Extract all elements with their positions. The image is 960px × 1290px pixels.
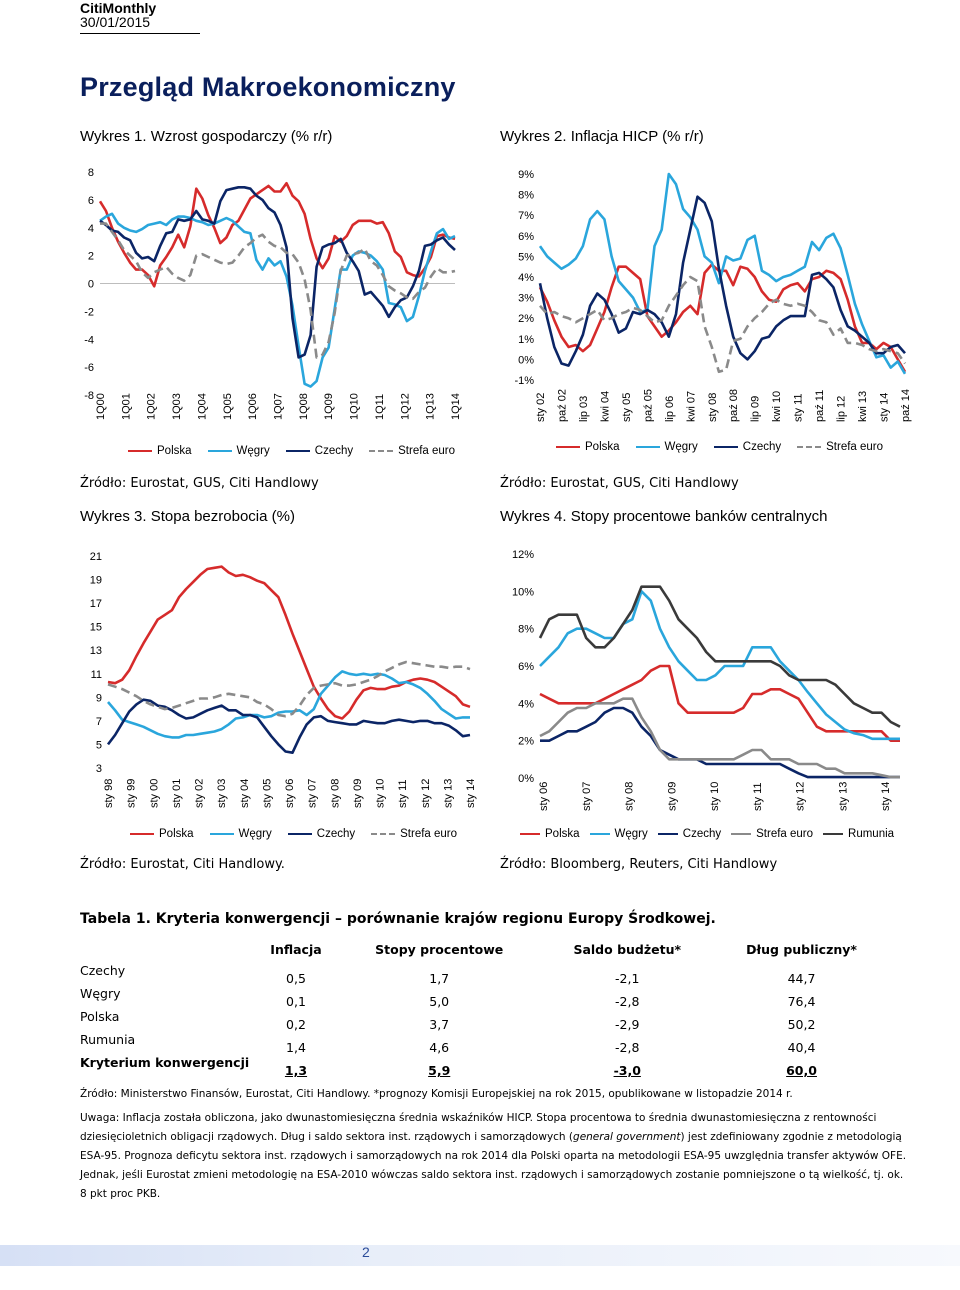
y-tick-label: 9 — [95, 692, 102, 705]
x-tick-label: sty 02 — [535, 392, 547, 422]
table-header: Saldo budżetu* — [573, 942, 682, 957]
x-tick-label: 1Q10 — [348, 393, 361, 420]
table-cell: Węgry — [80, 986, 121, 1001]
x-tick-label: lip 06 — [663, 395, 676, 422]
y-tick-label: 2% — [518, 735, 534, 748]
x-tick-label: 1Q12 — [399, 393, 412, 420]
x-tick-label: 1Q13 — [424, 393, 437, 420]
y-tick-label: -1% — [514, 375, 534, 387]
legend-item-rumunia: Rumunia — [823, 828, 894, 840]
legend-item-wegry: Węgry — [636, 441, 698, 453]
y-tick-label: 19 — [89, 574, 102, 587]
central-bank-rates-chart — [500, 546, 910, 816]
y-tick-label: 4% — [518, 272, 534, 284]
table-cell: 1,7 — [429, 971, 450, 986]
x-tick-label: 1Q04 — [196, 393, 209, 420]
y-tick-label: 21 — [89, 551, 102, 563]
legend-item-czechy: Czechy — [286, 445, 353, 457]
x-tick-label: sty 09 — [351, 778, 364, 808]
x-tick-label: sty 03 — [216, 778, 229, 808]
legend-item-wegry: Węgry — [590, 828, 648, 840]
x-tick-label: sty 09 — [666, 781, 679, 811]
table-cell: Rumunia — [80, 1032, 136, 1047]
table-header: Dług publiczny* — [746, 942, 857, 957]
table-cell: 4,6 — [429, 1040, 450, 1055]
x-tick-label: kwi 04 — [599, 390, 612, 422]
gdp-growth-chart — [80, 160, 460, 430]
series-line-polska — [100, 183, 455, 286]
x-tick-label: sty 07 — [580, 781, 593, 811]
x-tick-label: 1Q07 — [272, 393, 285, 420]
table-row — [80, 1009, 890, 1032]
x-tick-label: 1Q06 — [247, 393, 260, 420]
table-cell: Polska — [80, 1009, 120, 1024]
chart3-source: Źródło: Eurostat, Citi Handlowy. — [80, 857, 285, 872]
y-tick-label: 0 — [87, 278, 94, 291]
table-cell: 76,4 — [787, 994, 816, 1009]
y-tick-label: 6% — [518, 230, 534, 243]
x-tick-label: sty 05 — [261, 778, 274, 808]
table-row — [80, 1032, 890, 1055]
table-header-row — [80, 940, 890, 963]
x-tick-label: sty 00 — [148, 778, 161, 808]
y-tick-label: 1% — [518, 333, 534, 346]
chart2-title: Wykres 2. Inflacja HICP (% r/r) — [500, 128, 704, 145]
y-tick-label: 6 — [87, 194, 94, 207]
series-line-strefa — [100, 224, 455, 358]
series-line-rumunia — [540, 587, 900, 727]
table-cell: 50,2 — [787, 1017, 816, 1032]
x-tick-label: kwi 07 — [685, 390, 698, 422]
x-tick-label: sty 06 — [538, 781, 550, 811]
legend-item-czechy: Czechy — [288, 828, 355, 840]
table-cell: -2,8 — [615, 1040, 640, 1055]
brand-name: CitiMonthly — [80, 0, 157, 16]
table-cell: 5,9 — [428, 1063, 451, 1078]
x-tick-label: sty 13 — [442, 778, 455, 808]
x-tick-label: 1Q02 — [145, 393, 158, 420]
x-tick-label: kwi 13 — [857, 390, 870, 422]
y-tick-label: 13 — [89, 645, 102, 658]
y-tick-label: 5% — [518, 251, 534, 264]
legend-item-strefa: Strefa euro — [731, 828, 813, 840]
chart3-title: Wykres 3. Stopa bezrobocia (%) — [80, 508, 295, 525]
table-cell: 0,1 — [286, 994, 306, 1009]
x-tick-label: sty 13 — [837, 781, 850, 811]
c3-svg — [80, 548, 480, 813]
x-tick-label: sty 02 — [193, 778, 206, 808]
x-tick-label: paź 14 — [900, 388, 912, 422]
y-tick-label: 8 — [87, 167, 94, 179]
y-tick-label: 7% — [518, 210, 534, 223]
y-tick-label: 7 — [95, 715, 102, 728]
y-tick-label: 3% — [518, 292, 534, 305]
header-divider — [80, 33, 200, 34]
x-tick-label: sty 06 — [284, 778, 296, 808]
chart4-legend — [520, 828, 894, 840]
series-line-polska — [108, 567, 470, 719]
series-line-wegry — [108, 671, 470, 737]
table-source-note: Źródło: Ministerstwo Finansów, Eurostat, Citi Handlowy. *prognozy Komisji Europejskiej na rok 2015, opublikowane w listopadzie 2014 r. — [80, 1088, 793, 1100]
x-tick-label: sty 01 — [170, 778, 183, 808]
x-tick-label: paź 08 — [728, 388, 741, 422]
c4-svg — [500, 546, 910, 816]
x-tick-label: sty 10 — [374, 778, 387, 808]
x-tick-label: sty 08 — [623, 781, 636, 811]
x-tick-label: sty 99 — [125, 778, 138, 808]
x-tick-label: lip 03 — [577, 395, 590, 422]
y-tick-label: -4 — [84, 334, 94, 347]
unemployment-chart — [80, 548, 480, 813]
y-tick-label: 8% — [518, 189, 534, 202]
y-tick-label: 3 — [95, 763, 102, 775]
x-tick-label: sty 12 — [794, 781, 807, 811]
chart3-legend — [130, 828, 473, 840]
c2-svg — [500, 162, 910, 427]
x-tick-label: sty 04 — [238, 778, 251, 808]
y-tick-label: 9% — [518, 169, 534, 181]
table-cell: 44,7 — [787, 971, 816, 986]
hicp-inflation-chart — [500, 162, 910, 427]
y-tick-label: 11 — [90, 668, 102, 681]
table-cell: Kryterium konwergencji — [80, 1055, 250, 1070]
y-tick-label: -2 — [84, 306, 94, 319]
table-row-criterion — [80, 1055, 890, 1078]
legend-item-czechy: Czechy — [658, 828, 721, 840]
x-tick-label: sty 05 — [620, 392, 633, 422]
series-line-strefa — [108, 662, 470, 716]
x-tick-label: lip 12 — [835, 395, 848, 422]
chart4-source: Źródło: Bloomberg, Reuters, Citi Handlowy — [500, 857, 778, 872]
x-tick-label: 1Q00 — [95, 393, 107, 420]
x-tick-label: 1Q14 — [450, 393, 462, 420]
footer-bar — [0, 1245, 960, 1266]
x-tick-label: lip 09 — [749, 395, 762, 422]
x-tick-label: sty 12 — [419, 778, 432, 808]
x-tick-label: sty 14 — [465, 778, 477, 808]
legend-item-strefa: Strefa euro — [371, 828, 457, 840]
table-cell: 60,0 — [786, 1063, 817, 1078]
x-tick-label: sty 14 — [878, 392, 891, 422]
y-tick-label: 0% — [518, 773, 534, 785]
table-cell: 1,4 — [286, 1040, 306, 1055]
x-tick-label: sty 11 — [792, 393, 805, 422]
y-tick-label: 6% — [518, 661, 534, 673]
table-cell: 40,4 — [787, 1040, 816, 1055]
x-tick-label: sty 14 — [880, 781, 892, 811]
report-date: 30/01/2015 — [80, 14, 151, 30]
x-tick-label: paź 05 — [642, 388, 655, 422]
y-tick-label: 4% — [518, 698, 534, 711]
x-tick-label: sty 11 — [397, 779, 410, 808]
x-tick-label: kwi 10 — [771, 390, 784, 422]
table-cell: 3,7 — [429, 1017, 450, 1032]
x-tick-label: 1Q01 — [120, 393, 133, 420]
page-title: Przegląd Makroekonomiczny — [80, 72, 456, 102]
y-tick-label: 2 — [87, 250, 94, 263]
x-tick-label: 1Q05 — [221, 393, 234, 420]
table-title: Tabela 1. Kryteria konwergencji – porównanie krajów regionu Europy Środkowej. — [80, 911, 716, 927]
x-tick-label: paź 11 — [814, 389, 827, 422]
x-tick-label: sty 08 — [329, 778, 342, 808]
chart1-source: Źródło: Eurostat, GUS, Citi Handlowy — [80, 476, 319, 491]
table-cell: 0,2 — [286, 1017, 306, 1032]
table-cell: 0,5 — [286, 971, 306, 986]
y-tick-label: 15 — [89, 621, 102, 634]
legend-item-wegry: Węgry — [210, 828, 272, 840]
x-tick-label: sty 10 — [709, 781, 721, 811]
x-tick-label: sty 11 — [751, 782, 764, 811]
legend-item-polska: Polska — [556, 441, 620, 453]
series-line-strefa — [540, 699, 900, 777]
c1-svg — [80, 160, 460, 430]
x-tick-label: paź 02 — [556, 388, 569, 422]
legend-item-polska: Polska — [130, 828, 194, 840]
chart4-title: Wykres 4. Stopy procentowe banków centralnych — [500, 508, 828, 525]
table-cell: 5,0 — [429, 994, 450, 1009]
y-tick-label: 17 — [89, 598, 102, 611]
table-header — [80, 940, 255, 963]
legend-item-wegry: Węgry — [208, 445, 270, 457]
chart1-legend — [128, 445, 471, 457]
table-header: Inflacja — [270, 942, 322, 957]
legend-item-strefa: Strefa euro — [369, 445, 455, 457]
table-header: Stopy procentowe — [375, 942, 504, 957]
legend-item-polska: Polska — [520, 828, 580, 840]
y-tick-label: 10% — [511, 586, 534, 599]
y-tick-label: 12% — [511, 549, 534, 561]
table-cell: Czechy — [80, 963, 126, 978]
series-line-czechy — [100, 187, 455, 357]
x-tick-label: sty 08 — [706, 392, 719, 422]
series-line-wegry — [540, 591, 900, 739]
y-tick-label: 2% — [518, 313, 534, 326]
x-tick-label: sty 07 — [306, 778, 319, 808]
x-tick-label: 1Q08 — [297, 393, 310, 420]
table-row — [80, 963, 890, 986]
table-cell: 1,3 — [284, 1063, 308, 1078]
table-cell: -2,8 — [615, 994, 640, 1009]
y-tick-label: 5 — [95, 739, 102, 752]
methodology-note: Uwaga: Inflacja została obliczona, jako dwunastomiesięczna średnia wskaźników HICP. Stopa procentowa to średnia dwunastomiesięczna z rentowności dziesięcioletnich obligacji rządowych. Dług i saldo sektora inst. rządowych i samorządowych (general government) jest zdefiniowany zgodnie z metodologią ESA-95. Prognoza deficytu sektora inst. rządowych i samorządowych na rok 2014 dla Polski oparta na metodologii ESA-95 uwzględnia transfer aktywów OFE. Jednak, jeśli Eurostat zmieni metodologię na ESA-2010 wówczas saldo sektora inst. rządowych i samorządowych zostanie pomniejszone o tą wielkość, tj. ok. 8 pkt proc PKB. — [80, 1112, 907, 1200]
table-cell: -2,9 — [615, 1017, 640, 1032]
legend-item-czechy: Czechy — [714, 441, 781, 453]
table-cell: -3,0 — [613, 1063, 641, 1078]
x-tick-label: 1Q03 — [171, 393, 184, 420]
y-tick-label: -6 — [84, 362, 94, 375]
convergence-table — [80, 940, 890, 1078]
y-tick-label: 4 — [87, 222, 94, 235]
x-tick-label: 1Q09 — [323, 393, 336, 420]
series-line-czechy — [540, 708, 900, 777]
table-cell: -2,1 — [615, 971, 640, 986]
y-tick-label: -8 — [84, 390, 94, 402]
chart2-legend — [556, 441, 899, 453]
chart2-source: Źródło: Eurostat, GUS, Citi Handlowy — [500, 476, 739, 491]
x-tick-label: 1Q11 — [373, 393, 386, 420]
chart1-title: Wykres 1. Wzrost gospodarczy (% r/r) — [80, 128, 333, 145]
table-row — [80, 986, 890, 1009]
x-tick-label: sty 98 — [103, 778, 115, 808]
legend-item-strefa: Strefa euro — [797, 441, 883, 453]
y-tick-label: 8% — [518, 623, 534, 636]
page-number: 2 — [362, 1244, 370, 1260]
y-tick-label: 0% — [518, 354, 534, 367]
legend-item-polska: Polska — [128, 445, 192, 457]
